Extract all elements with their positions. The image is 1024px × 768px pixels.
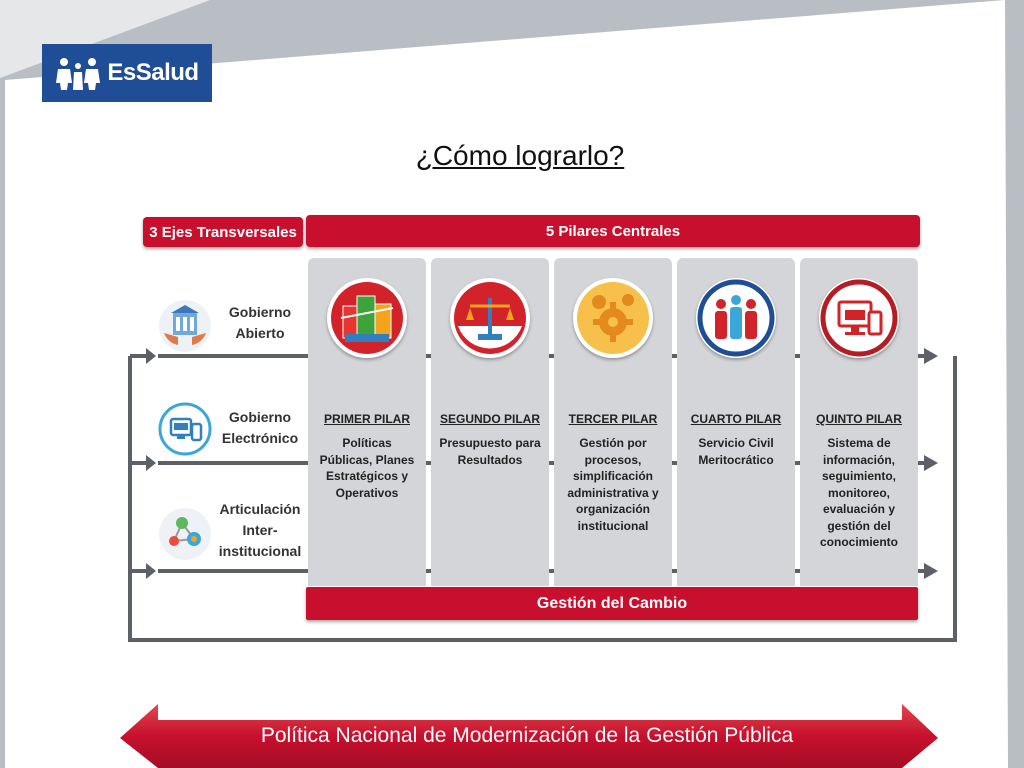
desc-line: información, bbox=[822, 452, 895, 467]
desc-line: Resultados bbox=[457, 452, 523, 467]
pillar-1 bbox=[308, 258, 426, 586]
budget-scale-icon bbox=[450, 278, 530, 358]
policy-buildings-icon bbox=[327, 278, 407, 358]
change-management-bar: Gestión del Cambio bbox=[306, 587, 918, 620]
pillar-title: TERCER PILAR bbox=[568, 412, 658, 426]
civil-servants-icon bbox=[696, 278, 776, 358]
desc-line: Estratégicos y bbox=[325, 469, 409, 483]
pillar-title: PRIMER PILAR bbox=[323, 412, 410, 426]
axis-e-government bbox=[158, 397, 308, 467]
desc-line: Meritocrático bbox=[698, 452, 774, 467]
open-government-icon bbox=[158, 299, 212, 353]
desc-line: Operativos bbox=[335, 485, 399, 500]
axis-open-government bbox=[158, 294, 308, 364]
label-line: Gobierno bbox=[228, 409, 292, 425]
desc-line: Presupuesto para bbox=[439, 436, 541, 450]
label-line: Electrónico bbox=[221, 430, 299, 446]
pillar-3 bbox=[554, 258, 672, 586]
label-line: Gobierno bbox=[228, 304, 292, 320]
pillar-5 bbox=[800, 258, 918, 586]
axis-inter-institutional bbox=[158, 497, 308, 567]
desc-line: organización bbox=[575, 502, 650, 516]
label-line: Abierto bbox=[235, 325, 285, 341]
page-title: ¿Cómo lograrlo? bbox=[415, 140, 625, 171]
desc-line: Políticas bbox=[342, 436, 392, 450]
pillar-4 bbox=[677, 258, 795, 586]
desc-line: Servicio Civil bbox=[698, 436, 774, 450]
pillar-description bbox=[804, 435, 914, 551]
desc-line: conocimiento bbox=[819, 535, 898, 549]
axis-label bbox=[214, 499, 306, 562]
process-gears-icon bbox=[573, 278, 653, 358]
pillar-description bbox=[312, 435, 422, 501]
desc-line: seguimiento, bbox=[821, 469, 896, 483]
pillar-description bbox=[681, 435, 791, 468]
desc-line: Públicas, Planes bbox=[319, 452, 415, 467]
desc-line: gestión del bbox=[827, 518, 891, 533]
e-government-devices-icon bbox=[158, 402, 212, 456]
desc-line: Gestión por bbox=[579, 436, 647, 450]
information-system-icon bbox=[819, 278, 899, 358]
pillar-description bbox=[435, 435, 545, 468]
pillar-title: SEGUNDO PILAR bbox=[439, 412, 540, 426]
pillar-title: QUINTO PILAR bbox=[816, 412, 902, 426]
desc-line: Sistema de bbox=[827, 436, 891, 450]
pillars-header: 5 Pilares Centrales bbox=[306, 215, 920, 247]
desc-line: administrativa y bbox=[567, 485, 659, 500]
desc-line: procesos, bbox=[584, 452, 642, 467]
desc-line: simplificación bbox=[572, 469, 654, 483]
label-line: Articulación bbox=[219, 501, 301, 517]
axis-label bbox=[214, 407, 306, 449]
logo-text: EsSalud bbox=[107, 59, 199, 86]
desc-line: evaluación y bbox=[822, 502, 896, 516]
axis-label bbox=[214, 302, 306, 344]
network-articulation-icon bbox=[158, 507, 212, 561]
pillar-description bbox=[558, 435, 668, 534]
pillar-title: CUARTO PILAR bbox=[690, 412, 782, 426]
axes-header: 3 Ejes Transversales bbox=[143, 217, 303, 247]
policy-label: Política Nacional de Modernización de la Gestión Pública bbox=[260, 724, 794, 747]
desc-line: institucional bbox=[577, 518, 649, 533]
pillar-2 bbox=[431, 258, 549, 586]
label-line: institucional bbox=[218, 543, 302, 559]
desc-line: monitoreo, bbox=[828, 485, 890, 500]
label-line: Inter- bbox=[242, 522, 278, 538]
